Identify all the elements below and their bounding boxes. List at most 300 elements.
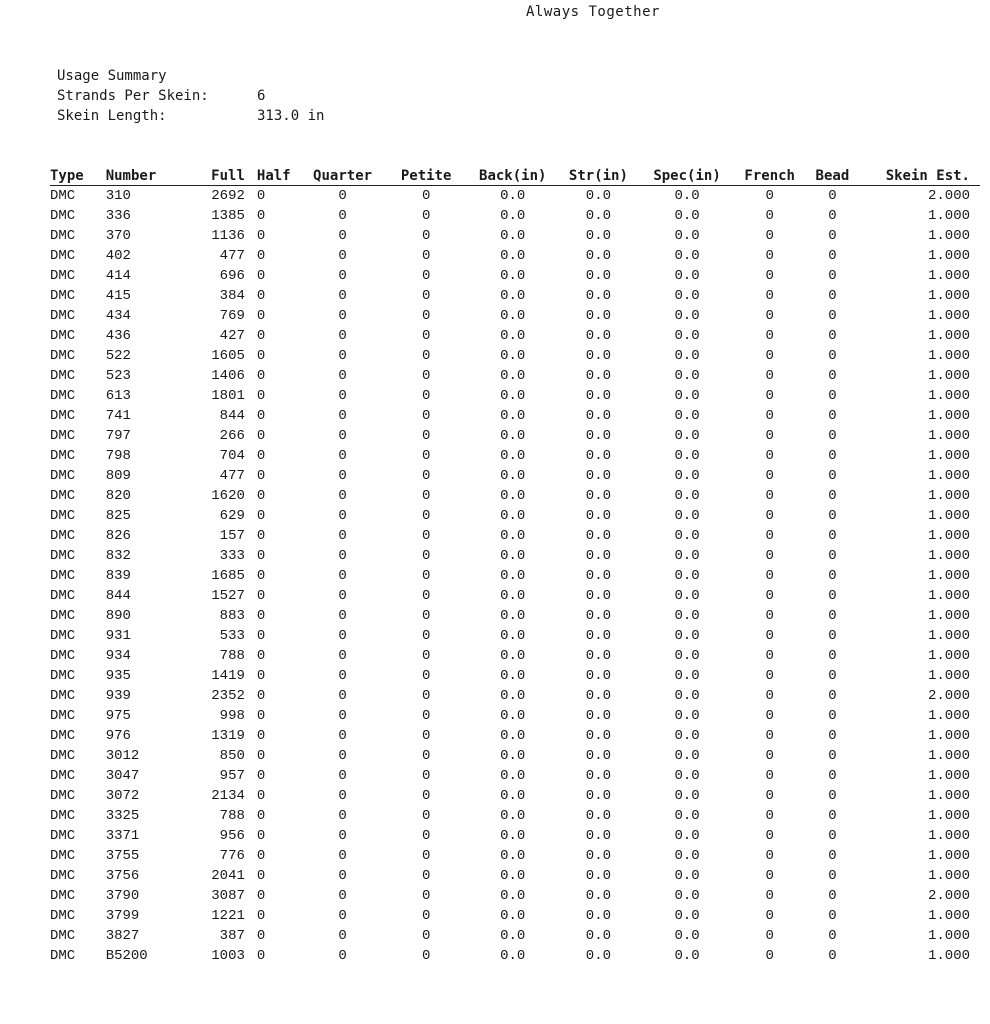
cell-number: 820 [105, 488, 131, 504]
cell-half: 0 [256, 468, 266, 484]
cell-half: 0 [256, 628, 266, 644]
cell-full: 850 [219, 748, 245, 764]
cell-french: 0 [765, 748, 774, 764]
table-row [50, 546, 980, 566]
cell-number: 402 [105, 248, 131, 264]
table-row [50, 826, 980, 846]
cell-str: 0.0 [585, 508, 612, 524]
cell-petite: 0 [421, 728, 431, 744]
cell-full: 3087 [211, 888, 245, 904]
cell-bead: 0 [828, 748, 837, 764]
cell-back: 0.0 [500, 628, 526, 644]
cell-back: 0.0 [500, 468, 526, 484]
cell-spec: 0.0 [674, 948, 700, 964]
cell-full: 788 [219, 808, 245, 824]
cell-petite: 0 [421, 408, 431, 424]
cell-str: 0.0 [585, 748, 612, 764]
cell-full: 1221 [211, 908, 245, 924]
cell-full: 696 [219, 268, 245, 284]
cell-str: 0.0 [585, 568, 612, 584]
cell-spec: 0.0 [674, 188, 700, 204]
cell-type: DMC [50, 388, 76, 404]
cell-type: DMC [50, 308, 76, 324]
cell-spec: 0.0 [674, 568, 700, 584]
cell-bead: 0 [828, 328, 837, 344]
cell-petite: 0 [421, 348, 431, 364]
table-row [50, 786, 980, 806]
cell-number: 3012 [105, 748, 140, 764]
cell-full: 1527 [211, 588, 245, 604]
cell-skein-est: 1.000 [927, 588, 970, 604]
cell-french: 0 [765, 688, 774, 704]
cell-bead: 0 [828, 688, 837, 704]
cell-back: 0.0 [500, 768, 526, 784]
cell-back: 0.0 [500, 248, 526, 264]
cell-number: 3799 [105, 908, 140, 924]
cell-half: 0 [256, 528, 266, 544]
cell-spec: 0.0 [674, 768, 700, 784]
cell-spec: 0.0 [674, 748, 700, 764]
cell-number: 934 [105, 648, 131, 664]
cell-back: 0.0 [500, 928, 526, 944]
cell-half: 0 [256, 888, 266, 904]
cell-skein-est: 1.000 [927, 548, 970, 564]
cell-skein-est: 1.000 [927, 728, 970, 744]
cell-french: 0 [765, 308, 774, 324]
table-row [50, 706, 980, 726]
cell-half: 0 [256, 608, 266, 624]
cell-petite: 0 [421, 708, 431, 724]
cell-bead: 0 [828, 208, 837, 224]
table-row [50, 206, 980, 226]
cell-full: 704 [219, 448, 245, 464]
cell-french: 0 [765, 648, 774, 664]
cell-french: 0 [765, 828, 774, 844]
cell-number: 613 [105, 388, 131, 404]
cell-type: DMC [50, 228, 76, 244]
skein-length-label: Skein Length: [57, 108, 167, 124]
cell-quarter: 0 [338, 548, 347, 564]
cell-quarter: 0 [338, 268, 347, 284]
cell-spec: 0.0 [674, 388, 700, 404]
cell-petite: 0 [421, 228, 431, 244]
cell-skein-est: 1.000 [927, 608, 970, 624]
cell-back: 0.0 [500, 288, 526, 304]
cell-quarter: 0 [338, 428, 347, 444]
cell-quarter: 0 [338, 928, 347, 944]
cell-half: 0 [256, 788, 266, 804]
cell-number: 935 [105, 668, 131, 684]
cell-type: DMC [50, 288, 76, 304]
cell-str: 0.0 [585, 928, 612, 944]
cell-bead: 0 [828, 888, 837, 904]
table-row [50, 506, 980, 526]
cell-quarter: 0 [338, 588, 347, 604]
table-row [50, 486, 980, 506]
cell-quarter: 0 [338, 488, 347, 504]
cell-skein-est: 1.000 [927, 748, 970, 764]
cell-bead: 0 [828, 368, 837, 384]
cell-french: 0 [765, 768, 774, 784]
table-row [50, 346, 980, 366]
cell-petite: 0 [421, 688, 431, 704]
cell-full: 387 [219, 928, 245, 944]
cell-spec: 0.0 [674, 328, 700, 344]
cell-number: 3755 [105, 848, 140, 864]
table-row [50, 326, 980, 346]
cell-str: 0.0 [585, 528, 612, 544]
cell-bead: 0 [828, 188, 837, 204]
table-row [50, 586, 980, 606]
cell-spec: 0.0 [674, 268, 700, 284]
cell-back: 0.0 [500, 808, 526, 824]
cell-quarter: 0 [338, 308, 347, 324]
cell-french: 0 [765, 848, 774, 864]
header-petite: Petite [400, 168, 452, 184]
cell-half: 0 [256, 448, 266, 464]
cell-bead: 0 [828, 228, 837, 244]
cell-number: 436 [105, 328, 131, 344]
cell-petite: 0 [421, 928, 431, 944]
cell-petite: 0 [421, 648, 431, 664]
cell-back: 0.0 [500, 908, 526, 924]
cell-full: 384 [219, 288, 245, 304]
cell-skein-est: 1.000 [927, 328, 970, 344]
cell-back: 0.0 [500, 408, 526, 424]
table-row [50, 646, 980, 666]
table-row [50, 226, 980, 246]
cell-half: 0 [256, 288, 266, 304]
cell-full: 1801 [211, 388, 245, 404]
cell-bead: 0 [828, 528, 837, 544]
cell-number: 3371 [105, 828, 140, 844]
cell-bead: 0 [828, 608, 837, 624]
cell-half: 0 [256, 388, 266, 404]
cell-back: 0.0 [500, 188, 526, 204]
cell-half: 0 [256, 188, 266, 204]
cell-full: 157 [219, 528, 245, 544]
cell-full: 1319 [211, 728, 245, 744]
usage-table-container [50, 168, 980, 966]
cell-quarter: 0 [338, 608, 347, 624]
cell-petite: 0 [421, 388, 431, 404]
cell-skein-est: 2.000 [927, 188, 970, 204]
cell-back: 0.0 [500, 688, 526, 704]
cell-number: B5200 [105, 948, 148, 964]
cell-half: 0 [256, 248, 266, 264]
cell-petite: 0 [421, 268, 431, 284]
cell-number: 3325 [105, 808, 140, 824]
cell-french: 0 [765, 268, 774, 284]
cell-petite: 0 [421, 288, 431, 304]
cell-half: 0 [256, 208, 266, 224]
table-row [50, 306, 980, 326]
cell-type: DMC [50, 828, 76, 844]
cell-number: 310 [105, 188, 131, 204]
cell-quarter: 0 [338, 808, 347, 824]
table-row [50, 446, 980, 466]
cell-back: 0.0 [500, 228, 526, 244]
cell-skein-est: 1.000 [927, 488, 970, 504]
cell-back: 0.0 [500, 508, 526, 524]
cell-quarter: 0 [338, 568, 347, 584]
cell-back: 0.0 [500, 648, 526, 664]
cell-half: 0 [256, 808, 266, 824]
cell-quarter: 0 [338, 208, 347, 224]
cell-str: 0.0 [585, 688, 612, 704]
cell-french: 0 [765, 348, 774, 364]
cell-str: 0.0 [585, 488, 612, 504]
cell-skein-est: 1.000 [927, 808, 970, 824]
cell-skein-est: 1.000 [927, 648, 970, 664]
cell-bead: 0 [828, 428, 837, 444]
cell-type: DMC [50, 588, 76, 604]
cell-quarter: 0 [338, 368, 347, 384]
cell-half: 0 [256, 868, 266, 884]
cell-french: 0 [765, 468, 774, 484]
cell-petite: 0 [421, 828, 431, 844]
cell-bead: 0 [828, 628, 837, 644]
header-quarter: Quarter [313, 168, 373, 184]
table-row [50, 566, 980, 586]
usage-summary [57, 66, 324, 126]
cell-french: 0 [765, 408, 774, 424]
cell-petite: 0 [421, 508, 431, 524]
cell-bead: 0 [828, 808, 837, 824]
cell-skein-est: 1.000 [927, 768, 970, 784]
cell-french: 0 [765, 508, 774, 524]
cell-spec: 0.0 [674, 588, 700, 604]
cell-skein-est: 1.000 [927, 928, 970, 944]
cell-bead: 0 [828, 508, 837, 524]
cell-str: 0.0 [585, 548, 612, 564]
cell-bead: 0 [828, 468, 837, 484]
cell-type: DMC [50, 208, 76, 224]
cell-bead: 0 [828, 648, 837, 664]
header-full: Full [211, 168, 245, 184]
cell-quarter: 0 [338, 848, 347, 864]
cell-petite: 0 [421, 628, 431, 644]
header-spec: Spec(in) [653, 168, 721, 184]
cell-back: 0.0 [500, 728, 526, 744]
cell-skein-est: 1.000 [927, 848, 970, 864]
cell-back: 0.0 [500, 528, 526, 544]
cell-spec: 0.0 [674, 908, 700, 924]
cell-french: 0 [765, 288, 774, 304]
cell-type: DMC [50, 428, 76, 444]
cell-spec: 0.0 [674, 848, 700, 864]
cell-half: 0 [256, 668, 266, 684]
cell-type: DMC [50, 568, 76, 584]
table-row [50, 846, 980, 866]
cell-half: 0 [256, 308, 266, 324]
cell-str: 0.0 [585, 648, 612, 664]
cell-spec: 0.0 [674, 788, 700, 804]
cell-french: 0 [765, 228, 774, 244]
cell-french: 0 [765, 248, 774, 264]
cell-full: 2134 [211, 788, 245, 804]
cell-str: 0.0 [585, 948, 612, 964]
cell-full: 629 [219, 508, 245, 524]
cell-quarter: 0 [338, 748, 347, 764]
cell-back: 0.0 [500, 588, 526, 604]
cell-bead: 0 [828, 868, 837, 884]
cell-type: DMC [50, 808, 76, 824]
cell-french: 0 [765, 908, 774, 924]
cell-petite: 0 [421, 188, 431, 204]
cell-spec: 0.0 [674, 228, 700, 244]
cell-type: DMC [50, 928, 76, 944]
table-row [50, 886, 980, 906]
cell-full: 1136 [211, 228, 245, 244]
cell-spec: 0.0 [674, 488, 700, 504]
cell-back: 0.0 [500, 348, 526, 364]
cell-number: 3047 [105, 768, 140, 784]
strands-label: Strands Per Skein: [57, 88, 209, 104]
cell-bead: 0 [828, 548, 837, 564]
cell-french: 0 [765, 388, 774, 404]
cell-full: 477 [219, 468, 245, 484]
cell-full: 844 [219, 408, 245, 424]
cell-full: 2692 [211, 188, 245, 204]
cell-back: 0.0 [500, 668, 526, 684]
cell-number: 3756 [105, 868, 140, 884]
cell-spec: 0.0 [674, 468, 700, 484]
cell-petite: 0 [421, 248, 431, 264]
cell-skein-est: 1.000 [927, 668, 970, 684]
cell-type: DMC [50, 188, 76, 204]
cell-number: 522 [105, 348, 131, 364]
cell-french: 0 [765, 588, 774, 604]
cell-quarter: 0 [338, 248, 347, 264]
cell-number: 3827 [105, 928, 140, 944]
cell-spec: 0.0 [674, 528, 700, 544]
strands-value: 6 [257, 88, 266, 104]
cell-str: 0.0 [585, 468, 612, 484]
cell-half: 0 [256, 688, 266, 704]
cell-half: 0 [256, 368, 266, 384]
cell-spec: 0.0 [674, 208, 700, 224]
cell-quarter: 0 [338, 288, 347, 304]
cell-full: 533 [219, 628, 245, 644]
cell-type: DMC [50, 548, 76, 564]
cell-quarter: 0 [338, 468, 347, 484]
cell-str: 0.0 [585, 248, 612, 264]
cell-petite: 0 [421, 428, 431, 444]
table-row [50, 186, 980, 207]
cell-petite: 0 [421, 548, 431, 564]
cell-bead: 0 [828, 708, 837, 724]
cell-full: 769 [219, 308, 245, 324]
cell-skein-est: 1.000 [927, 568, 970, 584]
cell-skein-est: 1.000 [927, 348, 970, 364]
cell-skein-est: 1.000 [927, 528, 970, 544]
cell-skein-est: 1.000 [927, 628, 970, 644]
document-title: Always Together [526, 4, 660, 20]
cell-skein-est: 1.000 [927, 828, 970, 844]
cell-type: DMC [50, 628, 76, 644]
cell-french: 0 [765, 808, 774, 824]
cell-number: 370 [105, 228, 131, 244]
cell-half: 0 [256, 948, 266, 964]
cell-skein-est: 1.000 [927, 468, 970, 484]
header-bead: Bead [815, 168, 850, 184]
cell-quarter: 0 [338, 408, 347, 424]
table-row [50, 426, 980, 446]
cell-str: 0.0 [585, 908, 612, 924]
cell-type: DMC [50, 608, 76, 624]
cell-str: 0.0 [585, 188, 612, 204]
cell-number: 3072 [105, 788, 140, 804]
cell-half: 0 [256, 748, 266, 764]
cell-french: 0 [765, 428, 774, 444]
cell-type: DMC [50, 488, 76, 504]
cell-spec: 0.0 [674, 628, 700, 644]
cell-type: DMC [50, 708, 76, 724]
table-row [50, 606, 980, 626]
cell-french: 0 [765, 948, 774, 964]
cell-spec: 0.0 [674, 648, 700, 664]
cell-quarter: 0 [338, 688, 347, 704]
cell-petite: 0 [421, 328, 431, 344]
cell-type: DMC [50, 448, 76, 464]
cell-type: DMC [50, 948, 76, 964]
cell-back: 0.0 [500, 208, 526, 224]
cell-full: 1620 [211, 488, 245, 504]
cell-skein-est: 1.000 [927, 388, 970, 404]
cell-french: 0 [765, 728, 774, 744]
header-type: Type [50, 168, 84, 184]
cell-quarter: 0 [338, 908, 347, 924]
cell-bead: 0 [828, 948, 837, 964]
cell-number: 939 [105, 688, 131, 704]
cell-str: 0.0 [585, 668, 612, 684]
cell-petite: 0 [421, 668, 431, 684]
cell-number: 832 [105, 548, 131, 564]
cell-bead: 0 [828, 408, 837, 424]
cell-petite: 0 [421, 588, 431, 604]
cell-skein-est: 1.000 [927, 908, 970, 924]
cell-skein-est: 1.000 [927, 428, 970, 444]
cell-half: 0 [256, 908, 266, 924]
cell-full: 2352 [211, 688, 245, 704]
cell-spec: 0.0 [674, 288, 700, 304]
cell-back: 0.0 [500, 488, 526, 504]
table-row [50, 906, 980, 926]
cell-french: 0 [765, 548, 774, 564]
cell-full: 1003 [211, 948, 245, 964]
table-body [50, 186, 980, 967]
cell-back: 0.0 [500, 828, 526, 844]
table-row [50, 726, 980, 746]
cell-quarter: 0 [338, 948, 347, 964]
cell-type: DMC [50, 788, 76, 804]
cell-type: DMC [50, 888, 76, 904]
cell-spec: 0.0 [674, 928, 700, 944]
cell-back: 0.0 [500, 568, 526, 584]
cell-type: DMC [50, 848, 76, 864]
cell-spec: 0.0 [674, 448, 700, 464]
cell-half: 0 [256, 828, 266, 844]
cell-spec: 0.0 [674, 868, 700, 884]
cell-type: DMC [50, 728, 76, 744]
cell-spec: 0.0 [674, 428, 700, 444]
cell-back: 0.0 [500, 848, 526, 864]
usage-table [50, 168, 980, 966]
cell-back: 0.0 [500, 708, 526, 724]
cell-quarter: 0 [338, 788, 347, 804]
cell-half: 0 [256, 228, 266, 244]
